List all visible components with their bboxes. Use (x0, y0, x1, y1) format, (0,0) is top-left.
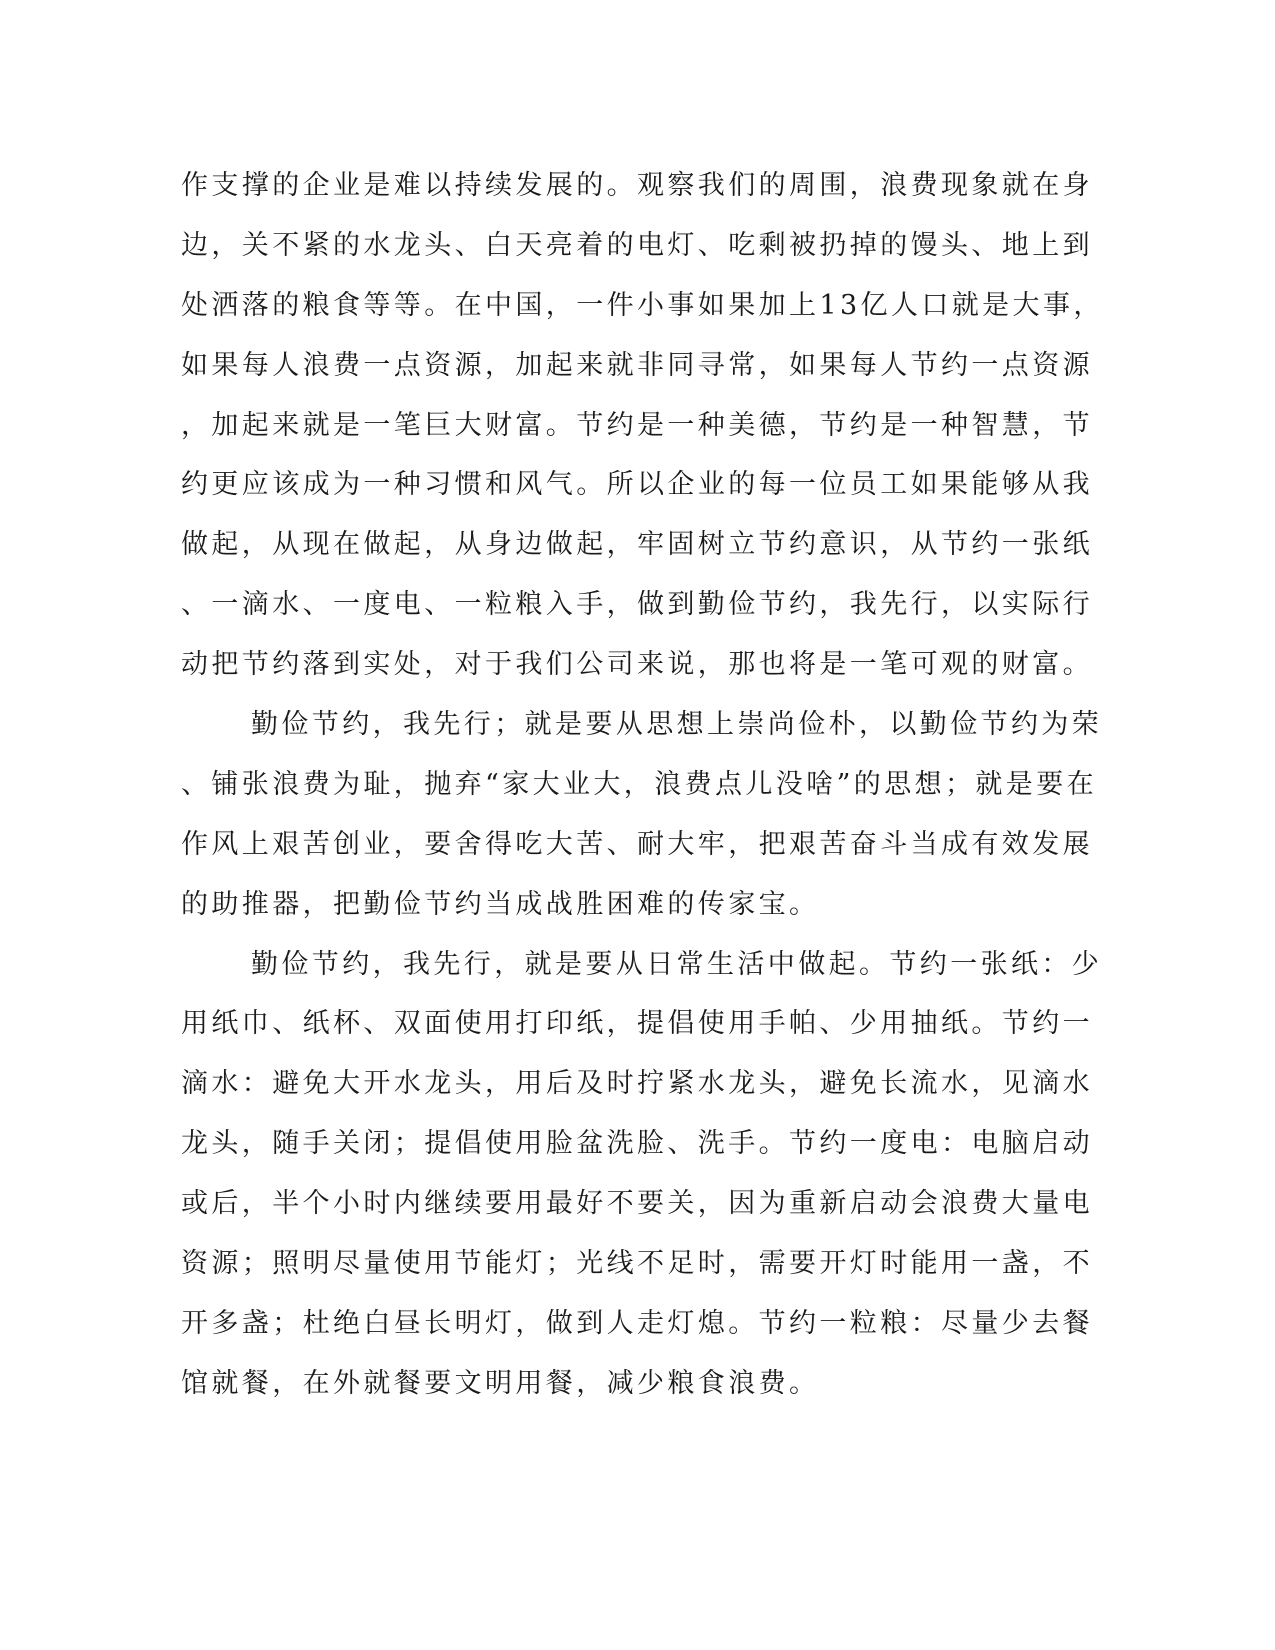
text-line: 的助推器，把勤俭节约当成战胜困难的传家宝。 (181, 888, 820, 920)
text-line: 处洒落的粮食等等。在中国，一件小事如果加上13亿人口就是大事， (181, 289, 1104, 321)
text-line: 边，关不紧的水龙头、白天亮着的电灯、吃剩被扔掉的馒头、地上到 (181, 229, 1093, 261)
text-line: 资源；照明尽量使用节能灯；光线不足时，需要开灯时能用一盏，不 (181, 1248, 1093, 1280)
text-line: 约更应该成为一种习惯和风气。所以企业的每一位员工如果能够从我 (181, 469, 1093, 501)
text-line: 、铺张浪费为耻，抛弃“家大业大，浪费点儿没啥”的思想；就是要在 (181, 768, 1098, 800)
text-line: ，加起来就是一笔巨大财富。节约是一种美德，节约是一种智慧，节 (181, 409, 1093, 441)
text-line: 滴水：避免大开水龙头，用后及时拧紧水龙头，避免长流水，见滴水 (181, 1068, 1093, 1100)
text-line: 作风上艰苦创业，要舍得吃大苦、耐大牢，把艰苦奋斗当成有效发展 (181, 828, 1093, 860)
text-line: 如果每人浪费一点资源，加起来就非同寻常，如果每人节约一点资源 (181, 349, 1093, 381)
text-line: 动把节约落到实处，对于我们公司来说，那也将是一笔可观的财富。 (181, 649, 1093, 681)
paragraph (181, 156, 1104, 695)
text-line: 、一滴水、一度电、一粒粮入手，做到勤俭节约，我先行，以实际行 (181, 589, 1093, 621)
text-line: 开多盏；杜绝白昼长明灯，做到人走灯熄。节约一粒粮：尽量少去餐 (181, 1307, 1093, 1339)
text-line: 勤俭节约，我先行，就是要从日常生活中做起。节约一张纸：少 (251, 948, 1103, 980)
text-line: 作支撑的企业是难以持续发展的。观察我们的周围，浪费现象就在身 (181, 170, 1093, 201)
body-text (181, 156, 1104, 1414)
text-line: 勤俭节约，我先行；就是要从思想上崇尚俭朴，以勤俭节约为荣 (251, 709, 1103, 741)
paragraph (181, 695, 1103, 935)
text-line: 用纸巾、纸杯、双面使用打印纸，提倡使用手帕、少用抽纸。节约一 (181, 1008, 1093, 1040)
paragraph (181, 935, 1103, 1414)
text-line: 龙头，随手关闭；提倡使用脸盆洗脸、洗手。节约一度电：电脑启动 (181, 1128, 1093, 1160)
text-line: 或后，半个小时内继续要用最好不要关，因为重新启动会浪费大量电 (181, 1188, 1093, 1220)
text-line: 馆就餐，在外就餐要文明用餐，减少粮食浪费。 (181, 1367, 820, 1399)
text-line: 做起，从现在做起，从身边做起，牢固树立节约意识，从节约一张纸 (181, 529, 1093, 561)
